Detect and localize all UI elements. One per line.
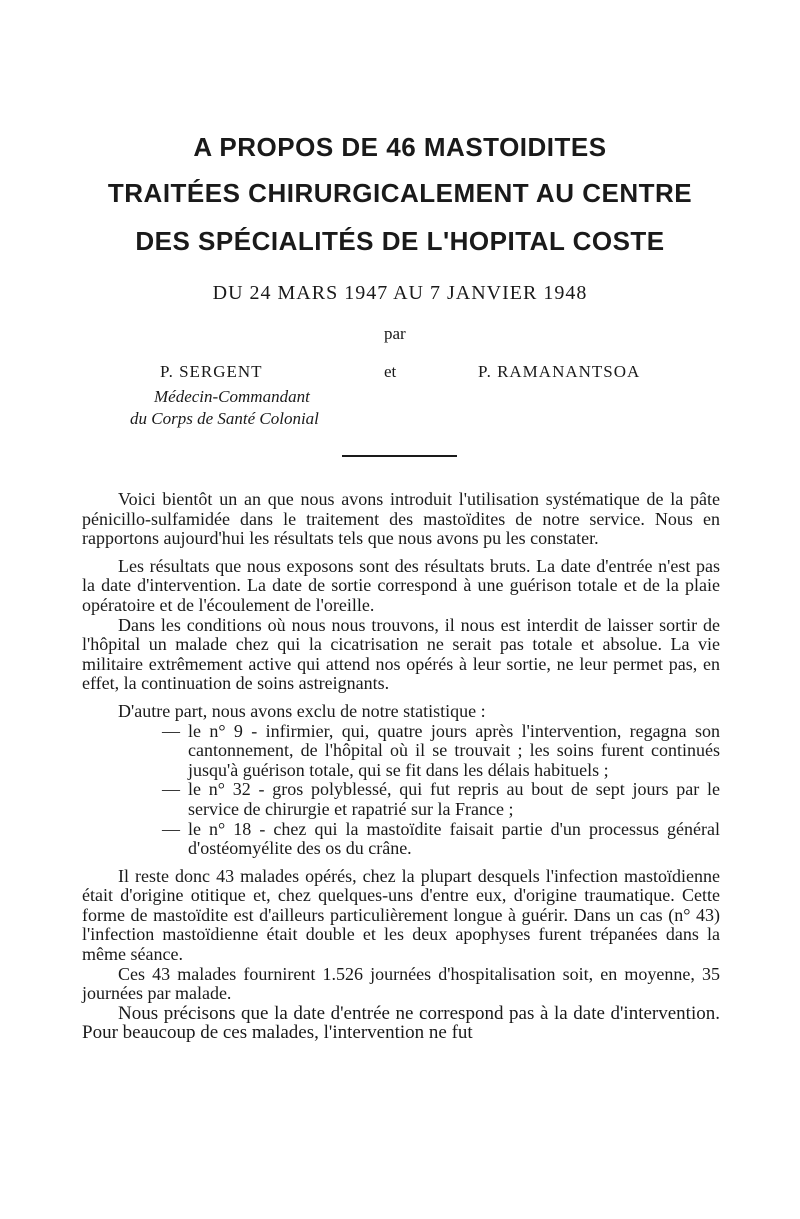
author-1-name: P. SERGENT: [160, 362, 263, 381]
paragraph-2: Les résultats que nous exposons sont des résultats bruts. La date d'entrée n'est pas la date d'intervention. La date de sortie correspond à une guérison totale et de la plaie opératoire et de l'écoulement de l'oreille.: [82, 555, 720, 615]
author-2-name: P. RAMANANTSOA: [478, 362, 641, 381]
list-item: — le n° 18 - chez qui la mastoïdite faisait partie d'un processus général d'ostéomyélite des os du crâne.: [162, 818, 720, 859]
paragraph-6: Ces 43 malades fournirent 1.526 journées d'hospitalisation soit, en moyenne, 35 journées par malade.: [82, 963, 720, 1004]
paragraph-4: D'autre part, nous avons exclu de notre statistique :: [118, 700, 486, 721]
list-item: — le n° 32 - gros polyblessé, qui fut repris au bout de sept jours par le service de chirurgie et rapatrié sur la France ;: [162, 779, 720, 819]
paragraph-3: Dans les conditions où nous nous trouvons, il nous est interdit de laisser sortir de l'hôpital un malade chez qui la cicatrisation ne serait pas totale et absolue. La vie militaire extrêmement active qui attend nos opérés à leur sortie, ne leur permet pas, en effet, la continuation de soins astreignants.: [82, 614, 720, 694]
paragraph-5: Il reste donc 43 malades opérés, chez la plupart desquels l'infection mastoïdienne était d'origine otitique et, chez quelques-uns d'entre eux, d'origine traumatique. Cette forme de mastoïdite est d'ailleurs particulièrement longue à guérir. Dans un cas (n° 43) l'infection mastoïdienne était double et les deux apophyses furent trépanées dans la même séance.: [82, 865, 720, 965]
date-range: DU 24 MARS 1947 AU 7 JANVIER 1948: [212, 282, 588, 304]
paragraph-1: Voici bientôt un an que nous avons introduit l'utilisation systématique de la pâte pénicillo-sulfamidée dans le traitement des mastoïdites de notre service. Nous en rapportons aujourd'hui les résultats tels que nous avons pu les constater.: [82, 489, 720, 549]
et-label: et: [384, 362, 397, 381]
article-body: [82, 490, 720, 1043]
title-line-3: DES SPÉCIALITÉS DE L'HOPITAL COSTE: [135, 226, 665, 256]
paragraph-7: Nous précisons que la date d'entrée ne correspond pas à la date d'intervention. Pour beaucoup de ces malades, l'intervention ne fut: [82, 1002, 720, 1044]
separator-rule: [342, 455, 457, 457]
author-1-role: Médecin-Commandant: [154, 387, 310, 406]
exclusion-list: [82, 722, 720, 859]
author-1-corps: du Corps de Santé Colonial: [130, 409, 319, 428]
title-line-2: TRAITÉES CHIRURGICALEMENT AU CENTRE: [107, 178, 693, 208]
par-label: par: [384, 324, 406, 343]
title-line-1: A PROPOS DE 46 MASTOIDITES: [193, 132, 607, 162]
list-item: — le n° 9 - infirmier, qui, quatre jours après l'intervention, regagna son cantonnement, de l'hôpital où il se trouvait ; les soins furent continués jusqu'à guérison totale, qui se fit dans les délais habituels ;: [162, 720, 720, 780]
